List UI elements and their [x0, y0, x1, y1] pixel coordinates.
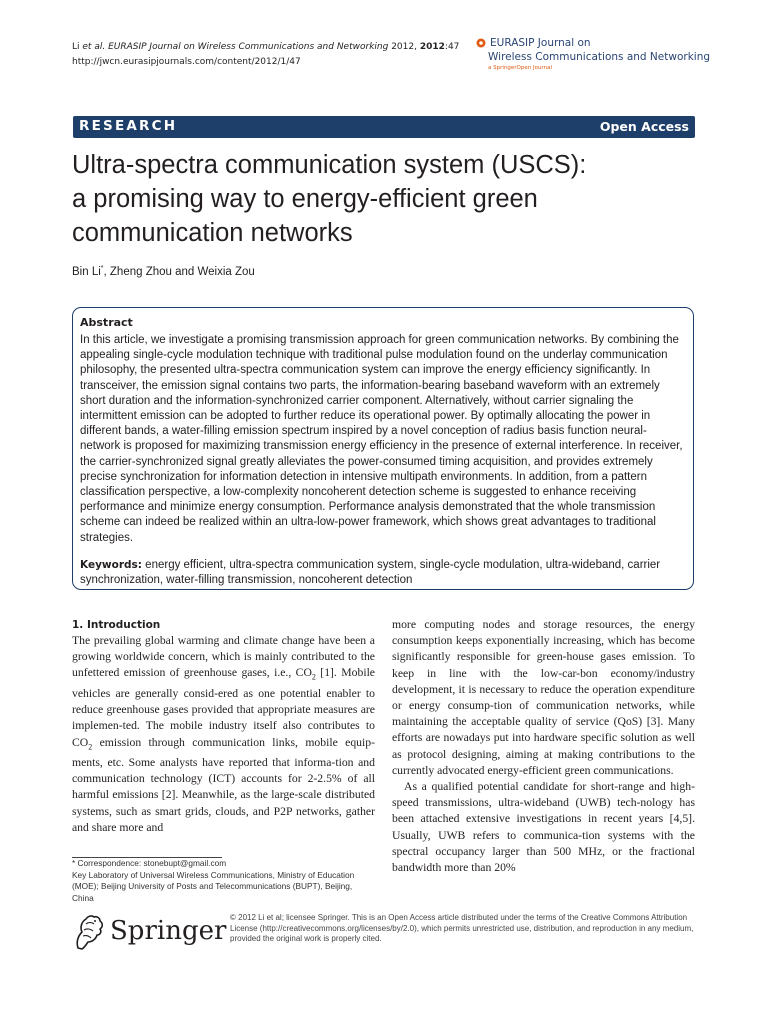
- intro-paragraph-3: As a qualified potential candidate for short-range and high-speed transmissions, ultra-wideband (UWB) tech-nology has been attached extensive investigations in recent years [4,5]. Usually, UWB refers to communica-tion systems with the spectral occupancy larger than 500 MHz, or the fractional bandwidth more than 20%: [392, 780, 695, 875]
- author-rest: , Zheng Zhou and Weixia Zou: [103, 266, 255, 278]
- keywords-label: Keywords:: [80, 559, 142, 571]
- journal-logo-line1: [476, 36, 706, 50]
- journal-logo: [476, 36, 711, 72]
- intro-paragraph-2: more computing nodes and storage resources, the energy consumption keeps exponentially increasing, which has become significantly responsible for green-house gases emission. To keep in line with the low-car-bon economy/industry development, it is necessary to reduce the operation expenditure or energy consump-tion of communication networks, while maintaining the acceptable quality of service (QoS) [3]. Many efforts are nowadays put into hardware specific solution as well as protocol designing, aiming at making contributions to the currently advocated energy-efficient green communications.: [392, 618, 695, 777]
- intro-p1-part1: The prevailing global warming and climate change have been a growing worldwide concern, which is mainly contributed to the unfettered emission of greenhouse gases, i.e., CO: [72, 634, 375, 680]
- co2-subscript-2: 2: [88, 741, 93, 751]
- license-text: © 2012 Li et al; licensee Springer. This is an Open Access article distributed under the terms of the Creative Commons Attribution License (http://creativecommons.org/licenses/by/2.0), which permits unrestricted use, distribution, and reproduction in any medium, provided the original work is properly cited.: [230, 913, 694, 943]
- article-title: [72, 148, 712, 250]
- article-url[interactable]: http://jwcn.eurasipjournals.com/content/2012/1/47: [72, 57, 301, 67]
- journal-name-line1: EURASIP Journal on: [490, 37, 591, 49]
- citation-etal: et al.: [82, 42, 106, 52]
- body-column-left: [72, 617, 375, 836]
- keywords: [80, 558, 686, 588]
- citation-volume: 2012: [419, 42, 445, 52]
- intro-p1-part2: [1]. Mobile vehicles are generally consid-ered as one potential enabler to reduce greenhouse gases provided that appropriate measures are implemen-ted. The mobile industry itself also contributes to CO: [72, 666, 375, 749]
- research-banner: [73, 116, 695, 138]
- abstract-heading: Abstract: [80, 316, 133, 329]
- springer-logo: [72, 912, 227, 956]
- section-label: RESEARCH: [79, 118, 178, 134]
- body-column-right: [392, 617, 695, 876]
- section-heading-introduction: 1. Introduction: [72, 619, 161, 631]
- title-line-2: a promising way to energy-efficient green: [72, 185, 538, 213]
- corresponding-author-mark: *: [100, 265, 104, 272]
- co2-subscript-1: 2: [311, 672, 316, 682]
- intro-p1-part3: emission through communication links, mobile equip-ments, etc. Some analysts have reported that informa-tion and communication technology (ICT) accounts for 2-2.5% of all harmful emissions [2]. Meanwhile, as the large-scale distributed systems, such as smart grids, clouds, and P2P networks, gather and share more and: [72, 735, 375, 834]
- title-line-1: Ultra-spectra communication system (USCS):: [72, 151, 587, 179]
- header-citation: [72, 40, 459, 70]
- citation-article: :47: [444, 42, 460, 52]
- author-affiliation: Key Laboratory of Universal Wireless Communications, Ministry of Education (MOE); Beijing University of Posts and Telecommunications (BUPT), Beijing, China: [72, 869, 355, 904]
- journal-name-line2: Wireless Communications and Networking: [488, 51, 711, 63]
- author-first: Bin Li: [72, 266, 101, 278]
- intro-paragraph-1: [72, 633, 375, 836]
- citation-authors: Li: [72, 42, 83, 52]
- citation-year: 2012,: [391, 42, 417, 52]
- springer-horse-icon: [72, 912, 108, 952]
- author-list: [72, 265, 255, 278]
- open-access-label: Open Access: [599, 119, 689, 134]
- abstract-text: In this article, we investigate a promising transmission approach for green communication networks. By combining the appealing single-cycle modulation technique with traditional pulse modulation found on the underlay communication philosophy, the presented ultra-spectra communication system can improve the energy efficiency significantly. In transceiver, the emission signal contains two parts, the information-bearing baseband waveform with an extremely short duration and the information-synchronized carrier component. Alternatively, without carrier signaling the intermittent emission can be adopted to further reduce its operational power. By optimally allocating the power in different bands, a water-filling emission spectrum inspired by a novel conception of radius basis function neural-network is proposed for maximizing transmission energy efficiency in the presence of external interference. In receiver, the carrier-synchronized signal greatly alleviates the power-consumed timing acquisition, and provides extremely precise synchronization for information detection in intensive multipath environments. In addition, from a pattern classification perspective, a low-complexity noncoherent detection scheme is suggested to enhance receiving performance and minimize energy consumption. Performance analysis demonstrated that the whole transmission scheme can indeed be realized within an ultra-low-power framework, which shows great advantages to traditional strategies.: [80, 334, 683, 544]
- footnote: [72, 858, 372, 905]
- eurasip-logo-icon: [476, 38, 486, 48]
- citation-journal: EURASIP Journal on Wireless Communications and Networking: [108, 42, 389, 52]
- correspondence-email: * Correspondence: stonebupt@gmail.com: [72, 858, 227, 868]
- springer-wordmark: Springer: [110, 916, 227, 946]
- citation-line: [72, 40, 459, 55]
- title-line-3: communication networks: [72, 219, 353, 247]
- keywords-text: energy efficient, ultra-spectra communication system, single-cycle modulation, ultra-wideband, carrier synchronization, water-filling transmission, noncoherent detection: [80, 559, 661, 587]
- springeropen-tagline: a SpringerOpen Journal: [488, 65, 552, 71]
